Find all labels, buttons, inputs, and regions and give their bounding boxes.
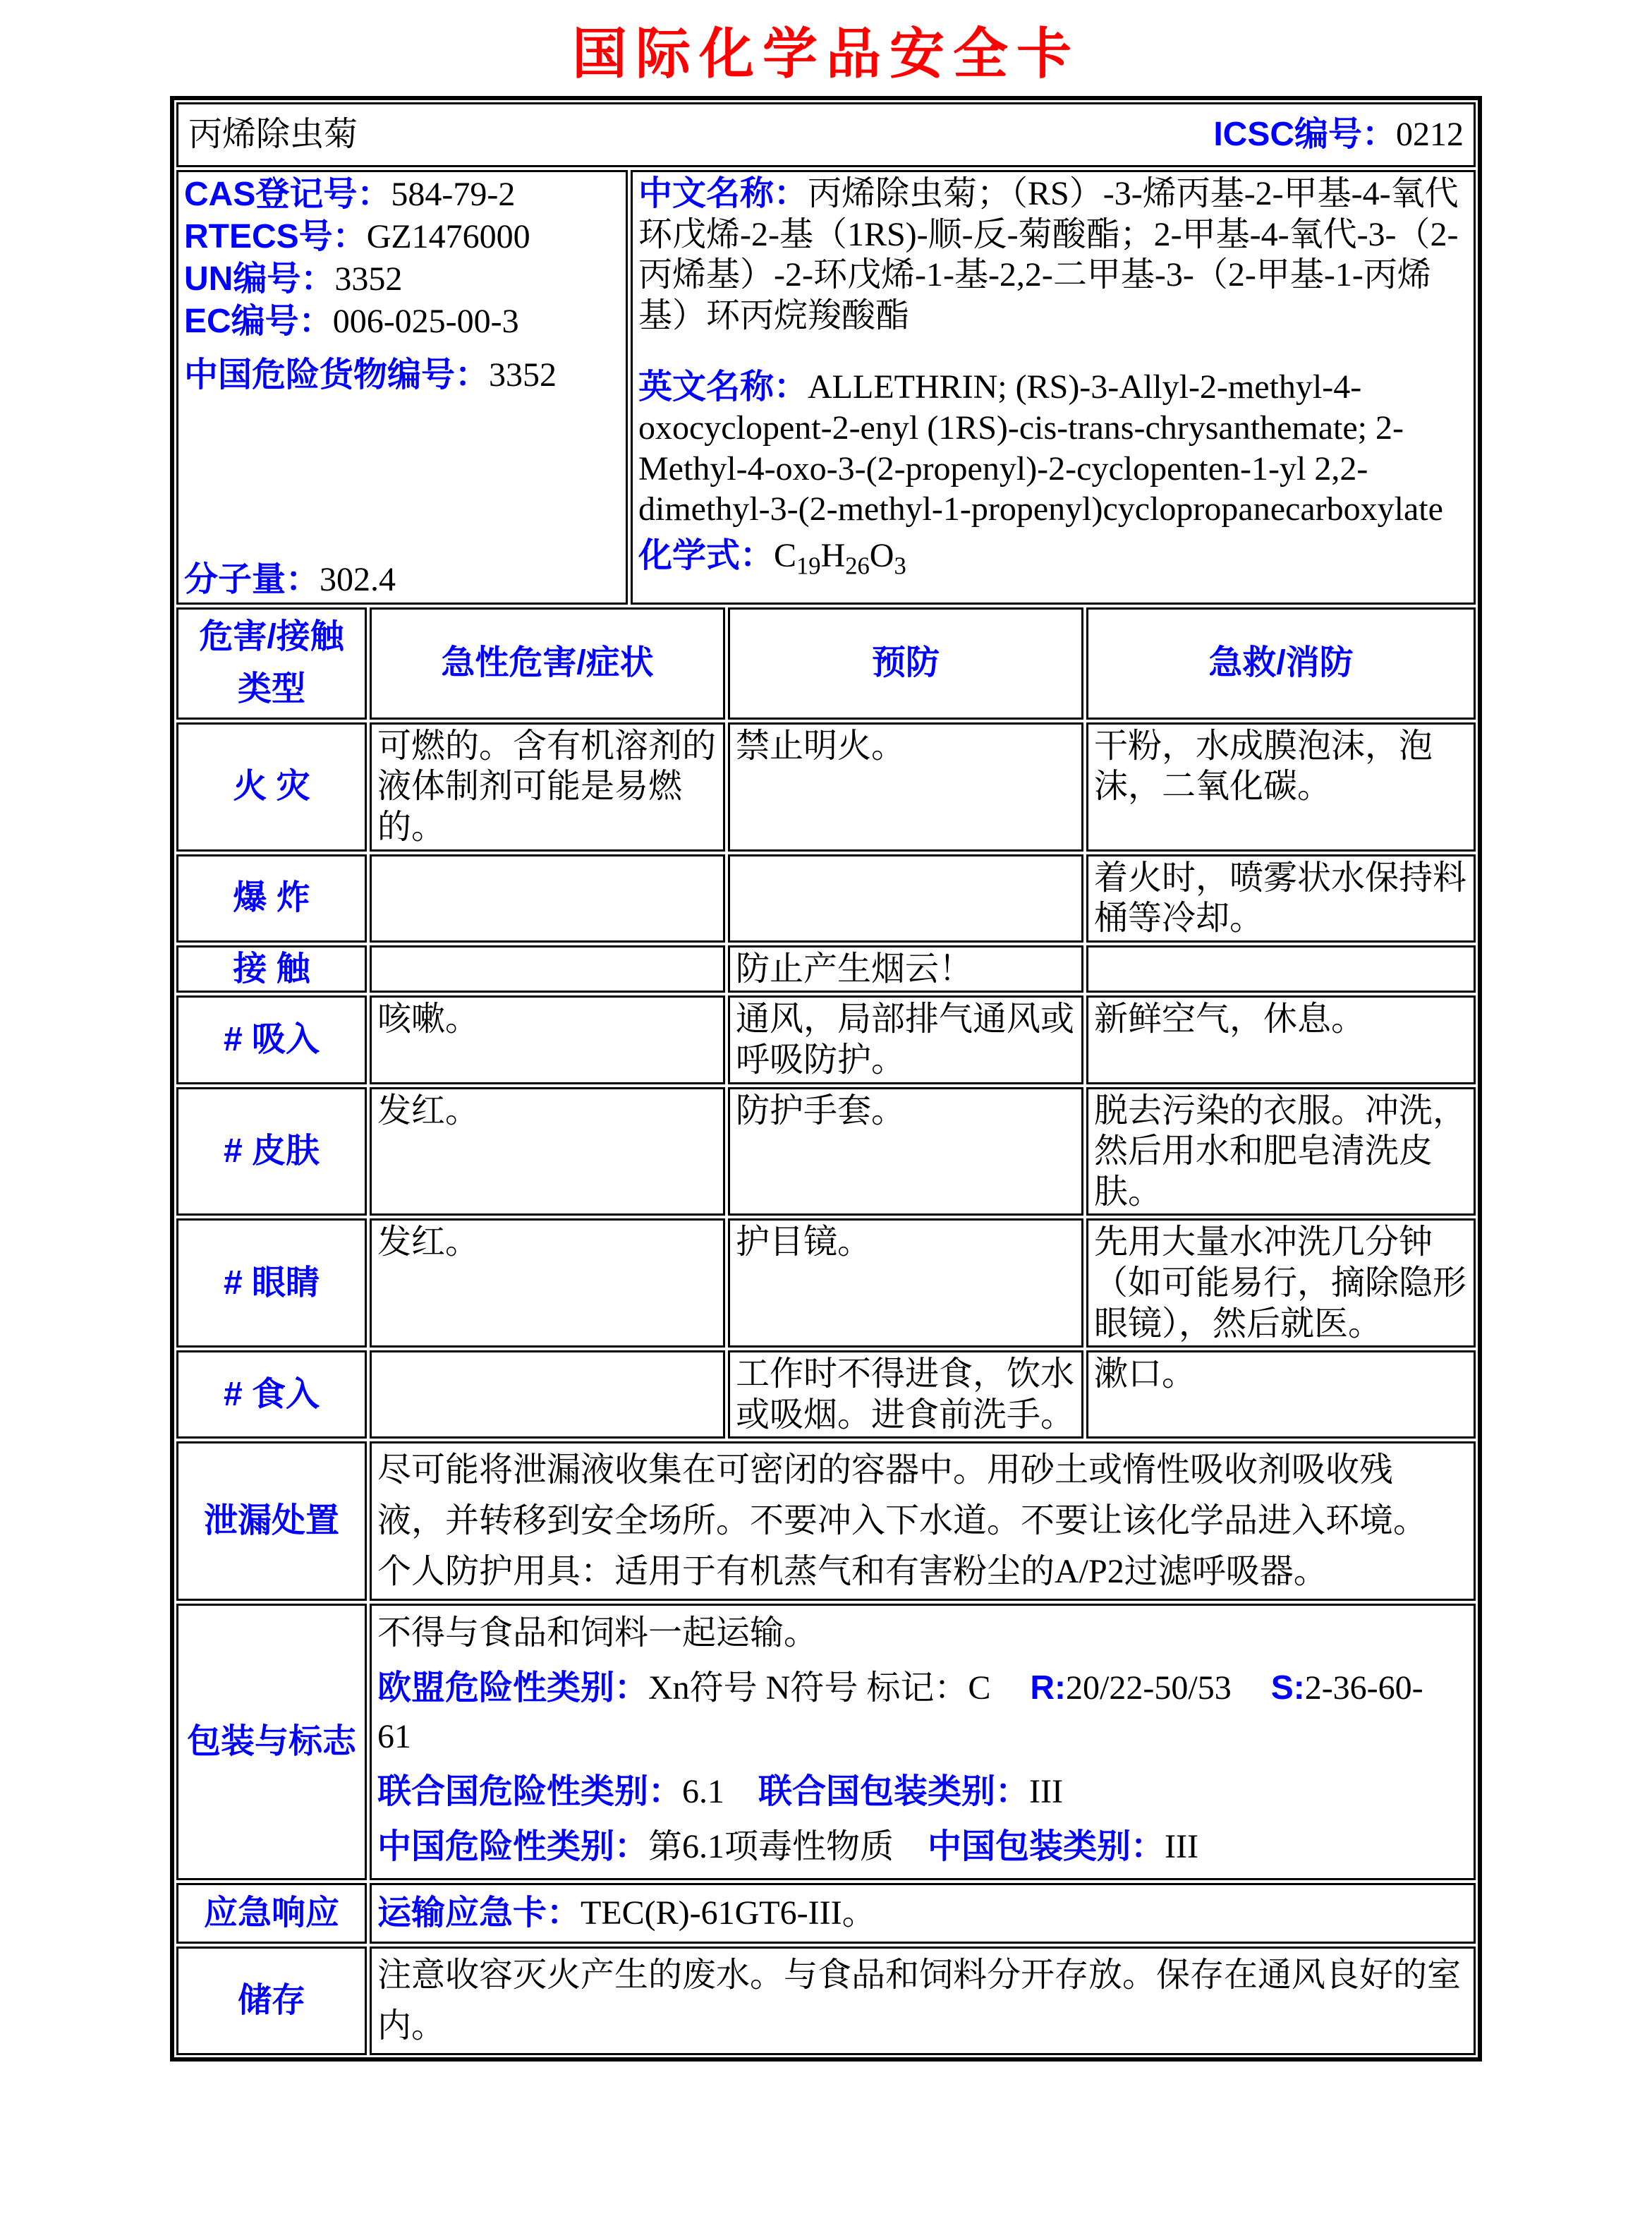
storage-text: 注意收容灭火产生的废水。与食品和饲料分开存放。保存在通风良好的室内。: [370, 1947, 1476, 2055]
packaging-transport-note: 不得与食品和饲料一起运输。: [377, 1614, 818, 1652]
skin-symptoms: 发红。: [370, 1087, 725, 1216]
un-class-value: 6.1: [682, 1773, 725, 1811]
identifiers-cell: [176, 170, 628, 605]
storage-label: 储存: [176, 1947, 367, 2055]
hazard-row-explosion: [176, 854, 1476, 943]
explosion-symptoms: [370, 854, 725, 943]
spill-text: 尽可能将泄漏液收集在可密闭的容器中。用砂土或惰性吸收剂吸收残液，并转移到安全场所。不要冲入下水道。不要让该化学品进入环境。个人防护用具：适用于有机蒸气和有害粉尘的A/P2过滤呼吸器。: [370, 1441, 1476, 1601]
chemical-formula: 化学式：$C_{19}H_{26}O_3$: [638, 536, 906, 580]
fire-symptoms: 可燃的。含有机溶剂的液体制剂可能是易燃的。: [370, 722, 725, 852]
skin-label: # 皮肤: [176, 1087, 367, 1216]
info-row: [176, 170, 1476, 605]
spill-row: [176, 1441, 1476, 1601]
eyes-prevention: 护目镜。: [728, 1218, 1083, 1348]
un-pack-value: III: [1029, 1773, 1063, 1811]
s-phrases-label: S:: [1270, 1669, 1305, 1707]
icsc-value: 0212: [1396, 116, 1464, 154]
hazard-row-eyes: [176, 1218, 1476, 1348]
substance-name: 丙烯除虫菊: [188, 116, 358, 154]
safety-card: [170, 96, 1482, 2062]
s-phrases-value: 2-36-60-61: [377, 1669, 1423, 1756]
names-cell: [631, 170, 1476, 605]
cas-number-line: CAS登记号：584-79-2: [184, 176, 516, 213]
packaging-label: 包装与标志: [176, 1604, 367, 1880]
ingestion-firstaid: 漱口。: [1086, 1350, 1476, 1439]
explosion-label: 爆 炸: [176, 854, 367, 943]
emergency-label: 应急响应: [176, 1883, 367, 1944]
eu-class-symbols: Xn符号 N符号 标记：C: [648, 1669, 991, 1707]
un-pack-label: 联合国包装类别：: [758, 1773, 1030, 1811]
fire-firstaid: 干粉，水成膜泡沫，泡沫，二氧化碳。: [1086, 722, 1476, 852]
inhalation-label: # 吸入: [176, 995, 367, 1084]
rtecs-number-line: RTECS号：GZ1476000: [184, 218, 530, 255]
ec-number-line: EC编号：006-025-00-3: [184, 303, 519, 340]
ingestion-label: # 食入: [176, 1350, 367, 1439]
china-dg-number-line: 中国危险货物编号：3352: [184, 356, 557, 394]
transport-card-label: 运输应急卡：: [377, 1894, 581, 1932]
packaging-un-line: [377, 1767, 1450, 1817]
hazard-header-row: [176, 607, 1476, 720]
skin-prevention: 防护手套。: [728, 1087, 1083, 1216]
explosion-prevention: [728, 854, 1083, 943]
storage-row: [176, 1947, 1476, 2055]
fire-prevention: 禁止明火。: [728, 722, 1083, 852]
hazard-row-fire: [176, 722, 1476, 852]
eyes-label: # 眼睛: [176, 1218, 367, 1348]
un-class-label: 联合国危险性类别：: [377, 1773, 683, 1811]
icsc-number: [1213, 114, 1464, 155]
page-title: 国际化学品安全卡: [571, 23, 1080, 85]
molecular-weight-line: 分子量：302.4: [184, 561, 396, 598]
inhalation-symptoms: 咳嗽。: [370, 995, 725, 1084]
cn-pack-value: III: [1165, 1827, 1198, 1865]
card-header-cell: [176, 102, 1476, 167]
contact-label: 接 触: [176, 945, 367, 993]
eyes-firstaid: 先用大量水冲洗几分钟（如可能易行，摘除隐形眼镜），然后就医。: [1086, 1218, 1476, 1348]
r-phrases-value: 20/22-50/53: [1066, 1669, 1232, 1707]
ingestion-prevention: 工作时不得进食，饮水或吸烟。进食前洗手。: [728, 1350, 1083, 1439]
english-name: 英文名称：ALLETHRIN; (RS)-3-Allyl-2-methyl-4-oxocyclopent-2-enyl (1RS)-cis-trans-chrysanthemate; 2-Methyl-4-oxo-3-(2-propenyl)-2-cyclopenten-1-yl 2,2-dimethyl-3-(2-methyl-1-propenyl)cyclopropanecarboxylate: [638, 368, 1443, 528]
inhalation-prevention: 通风，局部排气通风或呼吸防护。: [728, 995, 1083, 1084]
eu-class-label: 欧盟危险性类别：: [377, 1669, 649, 1707]
hazard-row-ingestion: [176, 1350, 1476, 1439]
transport-card-value: TEC(R)-61GT6-III。: [581, 1894, 876, 1932]
explosion-firstaid: 着火时，喷雾状水保持料桶等冷却。: [1086, 854, 1476, 943]
un-number-line: UN编号：3352: [184, 260, 403, 298]
hazard-header-firstaid: 急救/消防: [1086, 607, 1476, 720]
icsc-label: ICSC编号：: [1213, 116, 1396, 154]
ingestion-symptoms: [370, 1350, 725, 1439]
packaging-eu-line: [377, 1664, 1450, 1762]
transport-card-line: [377, 1893, 876, 1934]
card-header-row: [176, 102, 1476, 167]
packaging-row: [176, 1604, 1476, 1880]
hazard-row-skin: [176, 1087, 1476, 1216]
chinese-name: 中文名称：丙烯除虫菊；（RS）-3-烯丙基-2-甲基-4-氧代环戊烯-2-基（1RS)-顺-反-菊酸酯；2-甲基-4-氧代-3-（2-丙烯基）-2-环戊烯-1-基-2,2-二甲基-3-（2-甲基-1-丙烯基）环丙烷羧酸酯: [638, 175, 1459, 334]
spill-label: 泄漏处置: [176, 1441, 367, 1601]
cn-pack-label: 中国包装类别：: [928, 1827, 1165, 1865]
hazard-header-type: 危害/接触类型: [176, 607, 367, 720]
hazard-row-inhalation: [176, 995, 1476, 1084]
hazard-header-prevention: 预防: [728, 607, 1083, 720]
inhalation-firstaid: 新鲜空气，休息。: [1086, 995, 1476, 1084]
cn-class-label: 中国危险性类别：: [377, 1827, 649, 1865]
contact-firstaid: [1086, 945, 1476, 993]
contact-prevention: 防止产生烟云！: [728, 945, 1083, 993]
hazard-row-contact: [176, 945, 1476, 993]
skin-firstaid: 脱去污染的衣服。冲洗，然后用水和肥皂清洗皮肤。: [1086, 1087, 1476, 1216]
cn-class-value: 第6.1项毒性物质: [648, 1827, 894, 1865]
hazard-header-symptoms: 急性危害/症状: [370, 607, 725, 720]
eyes-symptoms: 发红。: [370, 1218, 725, 1348]
packaging-content: [370, 1604, 1476, 1880]
fire-label: 火 灾: [176, 722, 367, 852]
emergency-row: [176, 1883, 1476, 1944]
contact-symptoms: [370, 945, 725, 993]
packaging-cn-line: [377, 1822, 1450, 1872]
emergency-content: [370, 1883, 1476, 1944]
r-phrases-label: R:: [1030, 1669, 1067, 1707]
